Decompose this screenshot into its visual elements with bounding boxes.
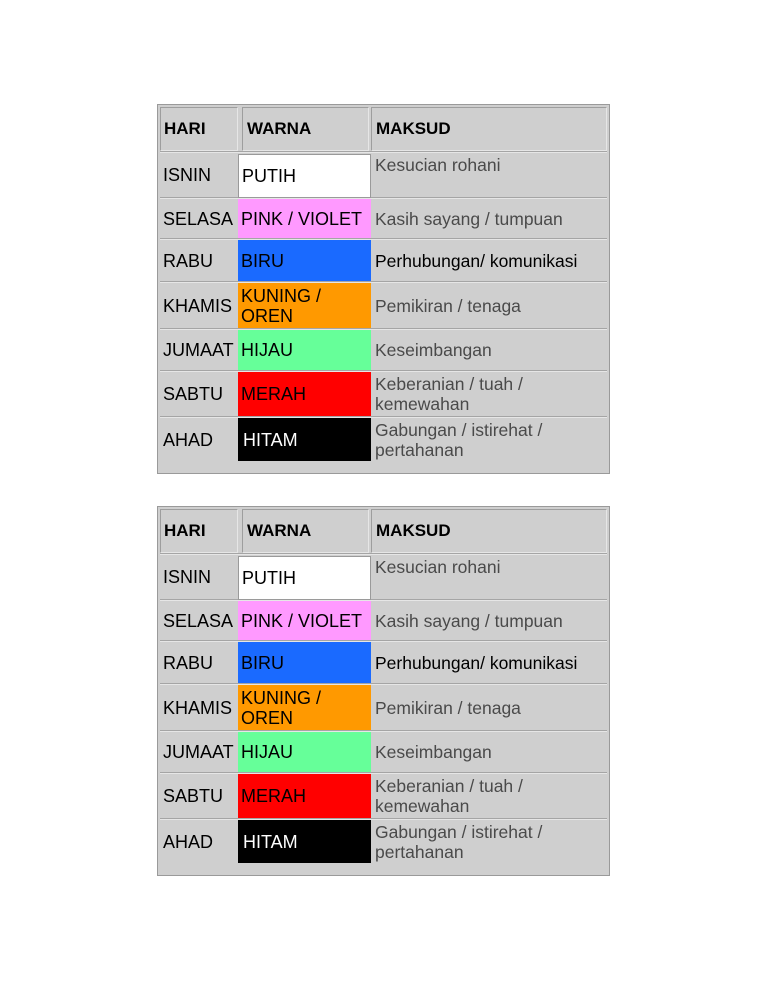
color-meaning-table-1 (157, 104, 610, 474)
warna-cell: HIJAU (238, 330, 371, 370)
maksud-cell: Gabungan / istirehat / pertahanan (375, 821, 543, 862)
hari-cell: SABTU (163, 384, 224, 404)
warna-cell: KUNING / OREN (238, 685, 371, 730)
warna-cell: HITAM (238, 418, 371, 461)
hari-cell: RABU (163, 652, 214, 673)
maksud-cell: Keseimbangan (375, 340, 492, 360)
maksud-cell: Kasih sayang / tumpuan (375, 208, 563, 229)
table-row (160, 153, 607, 197)
warna-cell: KUNING / OREN (238, 283, 371, 328)
warna-cell: MERAH (238, 372, 371, 416)
warna-cell: PINK / VIOLET (238, 601, 371, 640)
hari-cell: ISNIN (163, 165, 212, 185)
header-hari: HARI (160, 107, 238, 151)
maksud-cell: Keseimbangan (375, 742, 492, 762)
header-hari: HARI (160, 509, 238, 553)
header-warna: WARNA (242, 509, 369, 553)
table-row (160, 601, 607, 640)
table-row (160, 642, 607, 683)
warna-cell: BIRU (238, 240, 371, 281)
color-meaning-table-2 (157, 506, 610, 876)
hari-cell: RABU (163, 250, 214, 271)
table-row (160, 330, 607, 370)
warna-cell: PUTIH (238, 154, 371, 198)
header-maksud: MAKSUD (371, 509, 607, 553)
warna-cell: BIRU (238, 642, 371, 683)
maksud-cell: Pemikiran / tenaga (375, 295, 521, 316)
warna-cell: MERAH (238, 774, 371, 818)
hari-cell: KHAMIS (163, 295, 233, 316)
hari-cell: JUMAAT (163, 742, 234, 762)
table-row (160, 820, 607, 863)
hari-cell: JUMAAT (163, 340, 234, 360)
warna-cell: PUTIH (238, 556, 371, 600)
table-row (160, 199, 607, 238)
maksud-cell: Kesucian rohani (375, 155, 501, 175)
warna-cell: HITAM (238, 820, 371, 863)
table-row (160, 685, 607, 730)
table-row (160, 774, 607, 818)
hari-cell: AHAD (163, 831, 214, 852)
table-row (160, 418, 607, 461)
hari-cell: KHAMIS (163, 697, 233, 718)
header-maksud: MAKSUD (371, 107, 607, 151)
maksud-cell: Gabungan / istirehat / pertahanan (375, 419, 543, 460)
maksud-cell: Kesucian rohani (375, 557, 501, 577)
table-row (160, 732, 607, 772)
warna-cell: HIJAU (238, 732, 371, 772)
table-row (160, 283, 607, 328)
table-row (160, 240, 607, 281)
hari-cell: ISNIN (163, 567, 212, 587)
maksud-cell: Pemikiran / tenaga (375, 697, 521, 718)
hari-cell: SABTU (163, 786, 224, 806)
table-row (160, 372, 607, 416)
maksud-cell: Perhubungan/ komunikasi (375, 250, 578, 271)
maksud-cell: Keberanian / tuah / kemewahan (375, 374, 523, 414)
maksud-cell: Kasih sayang / tumpuan (375, 610, 563, 631)
maksud-cell: Keberanian / tuah / kemewahan (375, 776, 523, 816)
hari-cell: AHAD (163, 429, 214, 450)
header-warna: WARNA (242, 107, 369, 151)
hari-cell: SELASA (163, 208, 234, 229)
table-row (160, 555, 607, 599)
warna-cell: PINK / VIOLET (238, 199, 371, 238)
header-row (160, 509, 607, 553)
hari-cell: SELASA (163, 610, 234, 631)
header-row (160, 107, 607, 151)
maksud-cell: Perhubungan/ komunikasi (375, 652, 578, 673)
